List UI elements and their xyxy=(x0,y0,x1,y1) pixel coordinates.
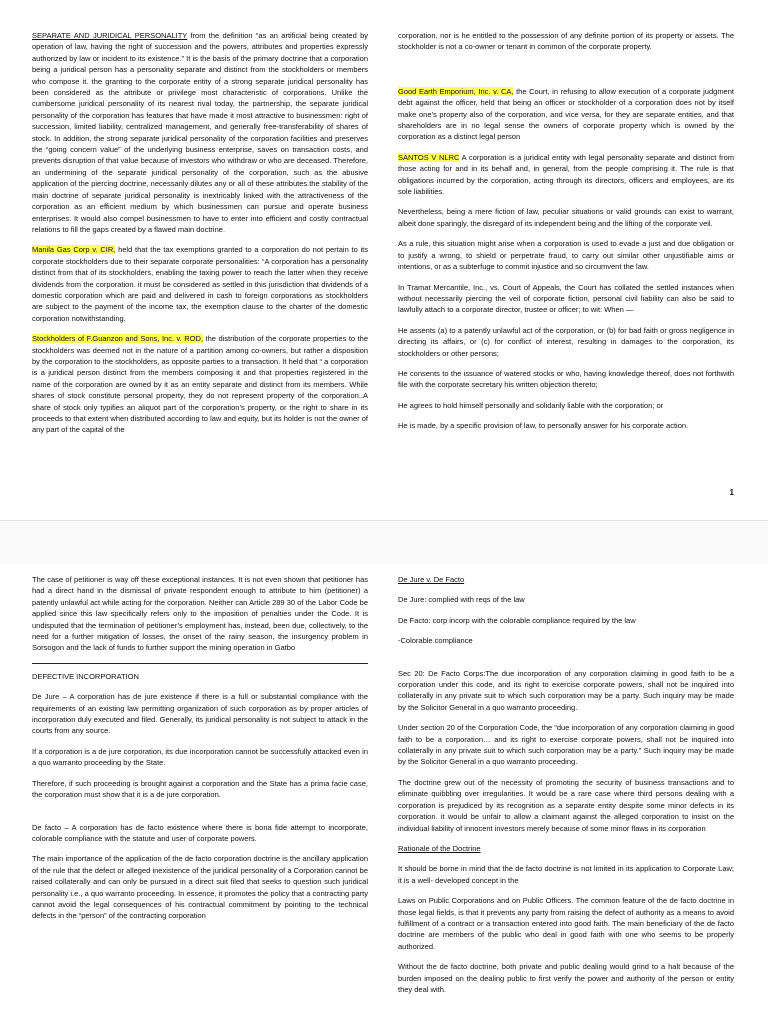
divider-line xyxy=(32,663,368,664)
paragraph-text: the Court, in refusing to allow execution of a corporate judgment debt against the officer, held that being an officer or stockholder of a corporation does not by itself make one’s property also of the corporation, and vice versa, for they are separate entities, and that shareholders are in no legal sense the owners of corporate property which is owned by the corporation as a distinct legal person xyxy=(398,86,734,142)
paragraph: The case of petitioner is way off these exceptional instances. It is not even shown that petitioner has had a direct hand in the dismissal of private respondent enough to attribute to him (petitioner) a patently unlawful act while acting for the corporation. Neither can Article 289 30 of the Labor Code be applied since this law specifically refers only to the imposition of penalties under the Code. It is undisputed that the termination of petitioner’s employment has, instead, been due, collectively, to the need for a further mitigation of losses, the onset of the rainy season, the insurgency problem in Sorsogon and the lack of funds to further support the mining operation in Gatbo xyxy=(32,575,368,653)
paragraph: The doctrine grew out of the necessity of promoting the security of business transactions and to eliminate quibbling over irregularities. It would be a rare case where third persons dealing with a corporation is prejudiced by its recognition as a separate entity despite some minor defects in its corporation. it would be unfair to allow a claimant against the alleged corporation to insist on the individual liability of innocent investors merely because of some minor flaws in its corporation xyxy=(398,777,734,833)
paragraph: It should be borne in mind that the de facto doctrine is not limited in its application to Corporate Law; it is a well- developed concept in the xyxy=(398,864,734,885)
paragraph: Without the de facto doctrine, both private and public dealing would grind to a halt because of the burden imposed on the dealing public to first verify the power and authority of the person or entity they deal with. xyxy=(398,962,734,994)
paragraph-text: the distribution of the corporate properties to the stockholders was deemed not in the nature of a partition among co-owners, but rather a disposition by the corporation to the stockholders, as opposite parties to a transaction. It held that “ a corporation is a juridical person distinct from the members composing it and that properties registered in the name of the corporation are owned by it as an entity separate and distinct from its members. While shares of stock constitute personal property, they do not represent property of the corporation..A share of stock only typifies an aliquot part of the corporation’s property, or the right to share in its proceeds to that extent when distributed according to law and equity, but its holder is not the owner of any part of the capital of the xyxy=(32,334,369,435)
section-heading: DEFECTIVE INCORPORATION xyxy=(32,671,139,681)
paragraph: corporation, nor is he entitled to the possession of any definite portion of its property or assets. The stockholder is not a co-owner or tenant in common of the corporate property. xyxy=(398,31,734,52)
highlighted-case-name: Stockholders of F.Guanzon and Sons, Inc. v. ROD, xyxy=(32,334,204,344)
page1-right-column xyxy=(398,30,734,441)
highlighted-case-name: Good Earth Emporium, Inc. v. CA, xyxy=(398,86,514,96)
paragraph xyxy=(398,152,734,198)
paragraph: Nevertheless, being a mere fiction of law, peculiar situations or valid grounds can exist to warrant, albeit done sparingly, the disregard of its independent being and the lifting of the corporate veil. xyxy=(398,207,734,228)
paragraph: He agrees to hold himself personally and solidarily liable with the corporation; or xyxy=(398,400,664,410)
paragraph xyxy=(32,333,368,436)
paragraph: He is made, by a specific provision of law, to personally answer for his corporate action. xyxy=(398,421,689,431)
page1-left-column xyxy=(32,30,368,445)
paragraph: He assents (a) to a patently unlawful act of the corporation, or (b) for bad faith or gross negligence in directing its affairs, or (c) for conflict of interest, resulting in damages to the corporation, its stockholders or other persons; xyxy=(398,325,734,358)
highlighted-case-name: Manila Gas Corp v. CIR, xyxy=(32,245,116,255)
section-heading: Rationale of the Doctrine xyxy=(398,843,481,853)
paragraph: Sec 20: De Facto Corps:The due incorporation of any corporation claiming in good faith to be a corporation under this code, and its right to exercise corporate powers, shall not be inquired into collaterally in any private suit to which such corporation may be a party. Such inquiry may be made by the Solicitor General in a quo warranto proceeding. xyxy=(398,668,734,712)
paragraph: Therefore, if such proceeding is brought against a corporation and the State has a prima facie case, the corporation must show that it is a de jure corporation. xyxy=(32,778,368,800)
paragraph: Laws on Public Corporations and on Public Officers. The common feature of the de facto doctrine in those legal fields, is that it prevents any party from raising the defect of authority as a means to avoid fulfillment of a contract or a transaction entered into good faith. The main beneficiary of the de facto doctrine are members of the public who deal in good faith with one who seems to be properly authorized. xyxy=(398,896,734,951)
paragraph: De facto – A corporation has de facto existence where there is bona fide attempt to incorporate, colorable compliance with the statute and user of corporate powers. xyxy=(32,822,368,843)
paragraph: -Colorable compliance xyxy=(398,636,473,646)
paragraph xyxy=(398,86,734,143)
highlighted-case-name: SANTOS V NLRC xyxy=(398,152,460,162)
paragraph: De Facto: corp incorp with the colorable compliance required by the law xyxy=(398,615,636,625)
paragraph: De Jure: complied with reqs of the law xyxy=(398,595,525,605)
paragraph: He consents to the issuance of watered stocks or who, having knowledge thereof, does not forthwith file with the corporate secretary his written objection thereto; xyxy=(398,368,734,390)
paragraph: As a rule, this situation might arise when a corporation is used to evade a just and due obligation or to justify a wrong, to shield or perpetrate fraud, to carry out similar other unjustifiable aims or intentions, or as a subterfuge to commit injustice and so circumvent the law. xyxy=(398,239,734,272)
paragraph-text: held that the tax exemptions granted to a corporation do not pertain to its corporate stockholders due to their separate corporate personalities: “A corporation has a personality distinct from that of its stockholders, enabling the taxing power to reach the latter when they receive dividends from the corporation. it must be considered as settled in this jurisdiction that dividends of a domestic corporation which are paid and delivered in cash to foreign corporations as stockholders are subject to the payment of the income tax, the exemption clause to the charter of the domestic corporation notwithstanding. xyxy=(32,245,368,323)
page-separator xyxy=(0,520,768,566)
paragraph-text: A corporation is a juridical entity with legal personality separate and distinct from those acting for and in its behalf and, in general, from the people comprising it. The rule is that obligations incurred by the corporation, acting through its directors, officers and employees, are its sole liabilities. xyxy=(398,152,734,197)
paragraph: Under section 20 of the Corporation Code, the “due incorporation of any corporation claiming in good faith to be a corporation… and its right to exercise corporate powers, shall not be inquired into collaterally in any private suit to which such corporation may be a party.” Such inquiry may be made by the Solicitor General in a quo warranto proceeding. xyxy=(398,723,734,767)
page-number: 1 xyxy=(729,488,734,497)
paragraph-text: from the definition “as an artificial being created by operation of law, having the right of succession and the powers, attributes and properties expressly authorized by law or incident to its existence.” It is the basis of the primary doctrine that a corporation being a juridical person has a personality separate and distinct from the stockholders or members who compose it. the granting to the corporate entity of a strong separate juridical personality has been considered as the attribute or privilege most characteristic of corporations. Unlike the cumbersome juridical personality of its nearest rival today, the partnership, the separate juridical personality of the corporation has features that have made it most attractive to businessmen: right of succession, limited liability, centralized management, and generally free-transferability of shares of stock. In addition, the strong separate juridical personality of the corporation facilities and preserves the “going concern value” of the underlying business enterprise, saves on transaction costs, and prevents disruption of that value because of investors who withdraw or who are deceased. Therefore, an undermining of the separate juridical personality of the corporation, such as the abusive application of the piercing doctrine, necessarily dilutes any or all of these attributes.the stability of the main doctrine of separate juridical personality is inextricably linked with the attractiveness of the corporation as an efficient medium by which businessmen can pursue and operate business enterprises. It would also compel businessmen to have to enter into efficient and costly contractual relations to fill the gaps created by a flawed main doctrine. xyxy=(32,31,368,234)
section-heading: De Jure v. De Facto xyxy=(398,575,465,584)
paragraph xyxy=(32,30,368,235)
paragraph xyxy=(32,244,368,324)
paragraph: The main importance of the application of the de facto corporation doctrine is the ancillary application of the rule that the defect or alleged inexistence of the juridical personality of a Corporation cannot be raised collaterally and can only be pursued in a direct suit filed that seeks to question such juridical personality i.e., a quo warranto proceeding. In essence, it promotes the policy that a contracting party cannot avoid the legal consequences of his contractual commitment by pointing to the technical defects in the “person” of the contracting corporation xyxy=(32,854,368,921)
paragraph: In Tramat Mercantile, Inc., vs. Court of Appeals, the Court has collated the settled instances when without necessarily piercing the veil of corporate fiction, personal civil liability can also be said to lawfully attach to a corporate director, trustee or officer; to wit: When — xyxy=(398,282,734,315)
paragraph: De Jure – A corporation has de jure existence if there is a full or substantial compliance with the requirements of an existing law permitting organization of such corporation as by proper articles of incorporation duly executed and filed. Generally, its juridical personality is not subject to attack in the courts from any source. xyxy=(32,692,368,736)
page2-right-column xyxy=(398,574,734,1004)
section-heading: SEPARATE AND JURIDICAL PERSONALITY xyxy=(32,31,188,40)
document-page-2 xyxy=(0,564,768,1024)
paragraph: If a corporation is a de jure corporation, its due incorporation cannot be successfully attacked even in a quo warranto proceeding by the State. xyxy=(32,746,368,768)
page2-left-column xyxy=(32,574,368,931)
